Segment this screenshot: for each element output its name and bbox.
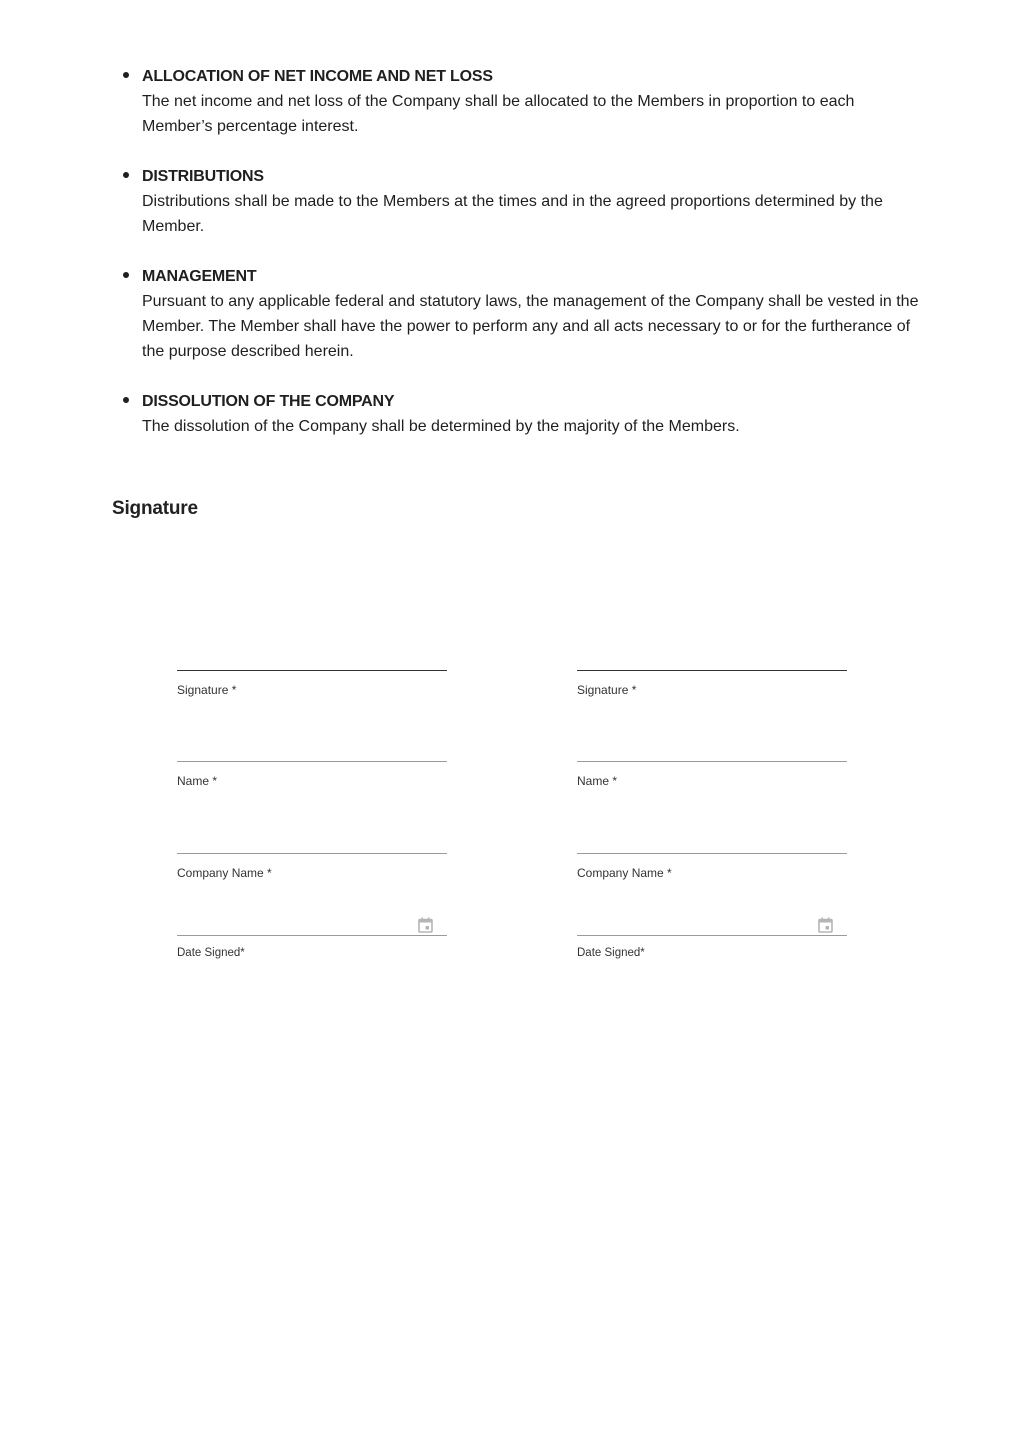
date-signed-label: Date Signed* <box>177 947 245 959</box>
signature-label: Signature * <box>577 683 637 697</box>
company-name-label: Company Name * <box>177 866 272 880</box>
signature-input[interactable] <box>177 640 447 671</box>
date-signed-input[interactable] <box>577 905 847 936</box>
bullet <box>123 272 129 278</box>
signature-input[interactable] <box>577 640 847 671</box>
signature-field <box>577 640 847 698</box>
company-name-input[interactable] <box>177 823 447 854</box>
clause-title: ALLOCATION OF NET INCOME AND NET LOSS <box>142 68 493 85</box>
calendar-icon[interactable] <box>418 917 433 933</box>
company-name-label: Company Name * <box>577 866 672 880</box>
date-signed-label: Date Signed* <box>577 947 645 959</box>
name-label: Name * <box>177 774 218 788</box>
bullet <box>123 397 129 403</box>
name-label: Name * <box>577 774 618 788</box>
clause-management <box>142 264 922 364</box>
date-signed-input[interactable] <box>177 905 447 936</box>
name-field <box>177 731 447 789</box>
company-name-input[interactable] <box>577 823 847 854</box>
company-name-field <box>177 823 447 881</box>
company-name-field <box>577 823 847 881</box>
clause-distributions <box>142 164 922 239</box>
signature-heading: Signature <box>112 498 198 519</box>
date-signed-field <box>177 905 447 961</box>
clause-title: MANAGEMENT <box>142 268 257 285</box>
signature-field <box>177 640 447 698</box>
clause-title: DISSOLUTION OF THE COMPANY <box>142 393 395 410</box>
clause-body: Distributions shall be made to the Members at the times and in the agreed proportions determined by the Member. <box>142 193 883 235</box>
name-input[interactable] <box>177 731 447 762</box>
calendar-icon[interactable] <box>818 917 833 933</box>
clause-dissolution <box>142 389 922 439</box>
clause-list <box>0 64 1024 464</box>
clause-allocation <box>142 64 922 139</box>
clause-title: DISTRIBUTIONS <box>142 168 264 185</box>
name-field <box>577 731 847 789</box>
clause-body: The dissolution of the Company shall be determined by the majority of the Members. <box>142 418 740 435</box>
clause-body: Pursuant to any applicable federal and statutory laws, the management of the Company shall be vested in the Member. The Member shall have the power to perform any and all acts necessary to or for the furtherance of the purpose described herein. <box>142 293 919 360</box>
bullet <box>123 172 129 178</box>
bullet <box>123 72 129 78</box>
clause-body: The net income and net loss of the Company shall be allocated to the Members in proportion to each Member’s percentage interest. <box>142 93 855 135</box>
name-input[interactable] <box>577 731 847 762</box>
signature-label: Signature * <box>177 683 237 697</box>
date-signed-field <box>577 905 847 961</box>
